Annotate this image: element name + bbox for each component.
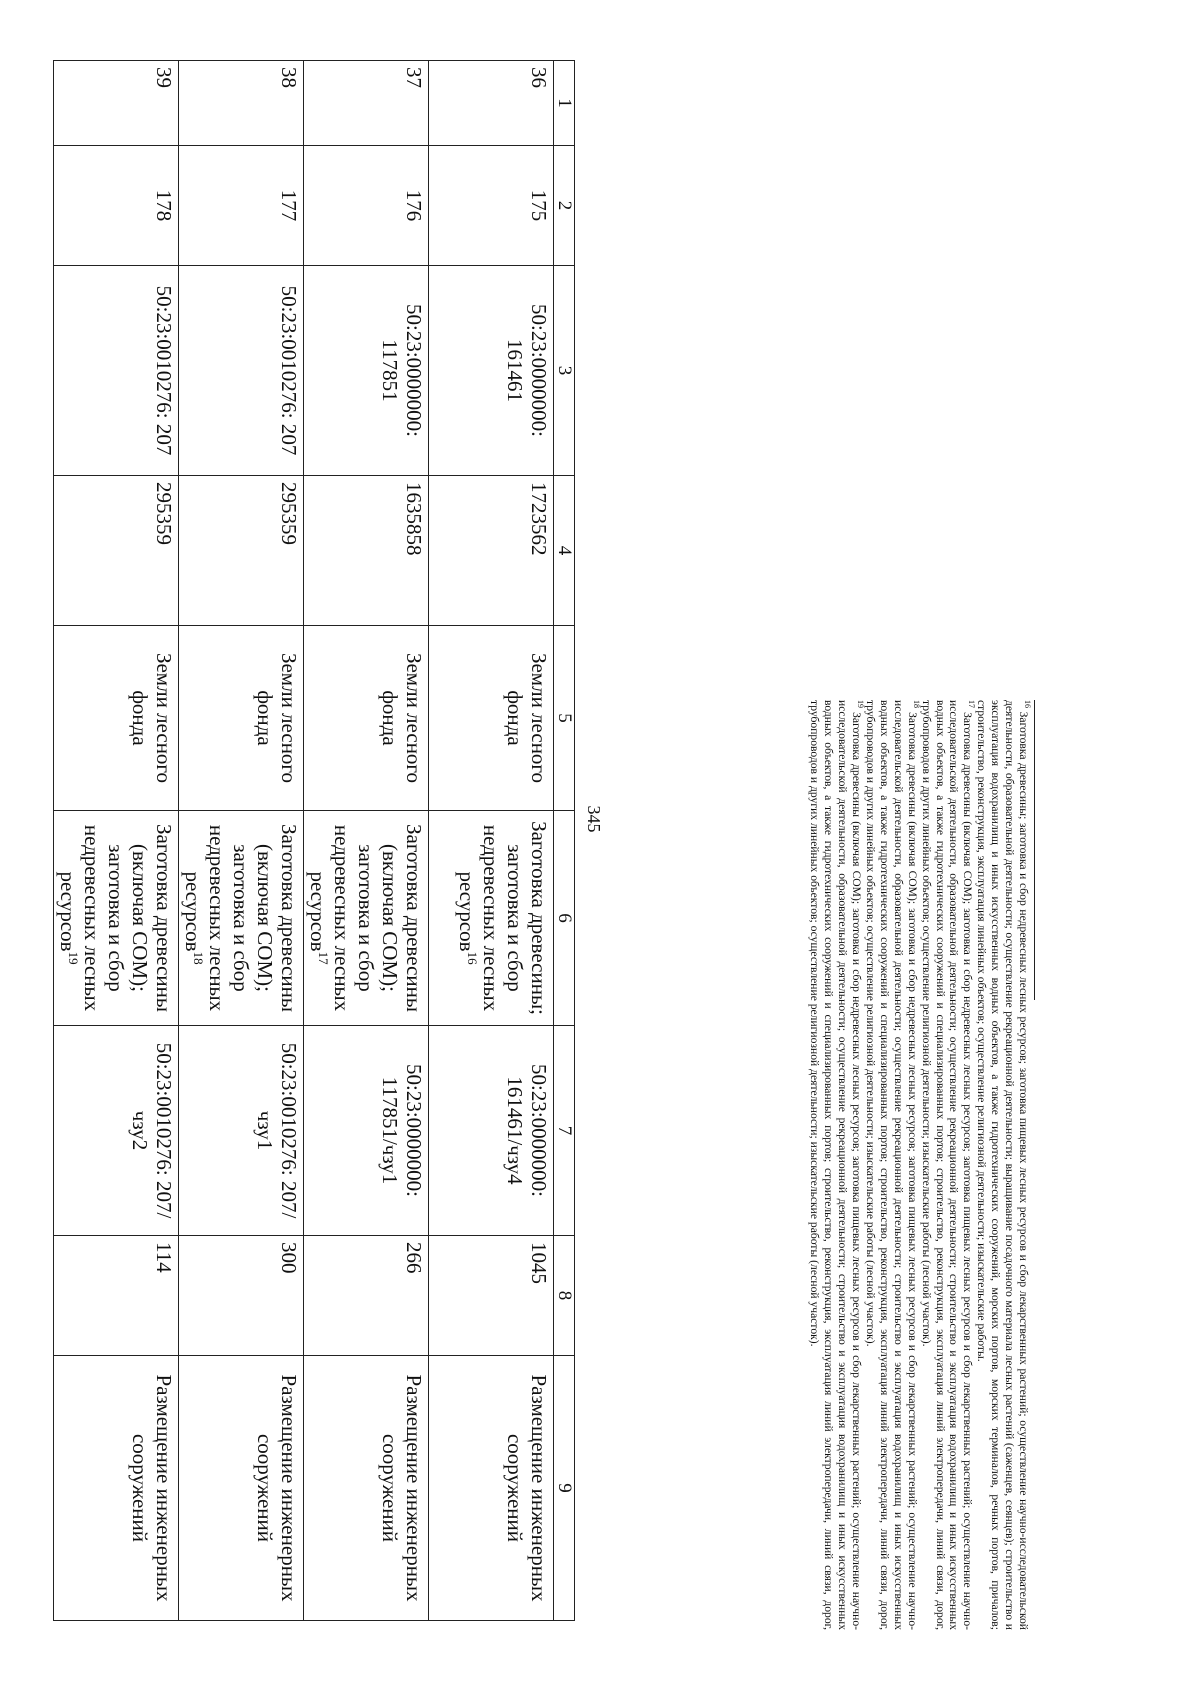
land-category: Земли лесного фонда xyxy=(429,626,554,811)
footnote-16 xyxy=(974,700,1030,1630)
header-col-1: 1 xyxy=(554,61,575,146)
page-number: 345 xyxy=(584,805,604,833)
purpose: Размещение инженерных сооружений xyxy=(179,1356,304,1621)
footnote-marker: 19 xyxy=(855,700,865,708)
land-plots-table-wrap xyxy=(53,60,575,1620)
footnotes xyxy=(808,700,1036,1630)
cadastral-number: 50:23:0010276: 207 xyxy=(54,266,179,476)
plot-number: 176 xyxy=(304,146,429,266)
permitted-use-text: Заготовка древесины (включая СОМ); заготовка и сбор недревесных лесных ресурсов xyxy=(306,824,426,1012)
footnote-marker: 18 xyxy=(911,700,921,708)
plot-number: 177 xyxy=(179,146,304,266)
rotated-content xyxy=(45,60,1075,1640)
purpose: Размещение инженерных сооружений xyxy=(54,1356,179,1621)
footnote-ref: 18 xyxy=(191,951,206,965)
table-row xyxy=(54,61,179,1621)
header-col-9: 9 xyxy=(554,1356,575,1621)
part-area: 266 xyxy=(304,1236,429,1356)
row-number: 36 xyxy=(429,61,554,146)
footnote-text: Заготовка древесины; заготовка и сбор недревесных лесных ресурсов; заготовка пищевых лесных ресурсов и сбор лекарственных растений; осуществление научно-исследовательской деятельности, образовательной деятельности; осуществление рекреационной деятельности; выращивание посадочного материала лесных растений (саженцев, сеянцев); строительство и эксплуатация водохранилищ и иных искусственных водных объектов, а также гидротехнических сооружений, морских портов, морских терминалов, речных портов, причалов; строительство, реконструкция, эксплуатация линейных объектов; осуществление религиозной деятельности; изыскательские работы. xyxy=(975,700,1030,1630)
plot-area: 1635858 xyxy=(304,476,429,626)
footnote-marker: 17 xyxy=(967,700,977,708)
cadastral-number: 50:23:0010276: 207 xyxy=(179,266,304,476)
header-col-3: 3 xyxy=(554,266,575,476)
header-col-5: 5 xyxy=(554,626,575,811)
permitted-use-text: Заготовка древесины; заготовка и сбор недревесных лесных ресурсов xyxy=(455,821,551,1015)
footnote-text: Заготовка древесины (включая СОМ); заготовка и сбор недревесных лесных ресурсов; заготовка пищевых лесных ресурсов и сбор лекарственных растений; осуществление научно-исследовательской деятельности, образовательной деятельности; осуществление рекреационной деятельности; строительство и эксплуатация водохранилищ и иных искусственных водных объектов, а также гидротехнических сооружений и специализированных портов; строительство, реконструкция, эксплуатация линий электропередачи, линий связи, дорог, трубопроводов и других линейных объектов; осуществление религиозной деятельности; изыскательские работы (лесной участок). xyxy=(864,700,919,1630)
footnote-separator xyxy=(1034,700,1035,1000)
permitted-use xyxy=(304,811,429,1026)
table-row xyxy=(179,61,304,1621)
footnote-17 xyxy=(919,700,975,1630)
part-cadastral-number: 50:23:0000000: 161461/чзу4 xyxy=(429,1026,554,1236)
table-row xyxy=(429,61,554,1621)
permitted-use-text: Заготовка древесины (включая СОМ); заготовка и сбор недревесных лесных ресурсов xyxy=(181,824,301,1012)
land-category: Земли лесного фонда xyxy=(54,626,179,811)
cadastral-number: 50:23:0000000: 117851 xyxy=(304,266,429,476)
footnote-ref: 16 xyxy=(465,951,480,965)
part-cadastral-number: 50:23:0000000: 117851/чзу1 xyxy=(304,1026,429,1236)
header-col-8: 8 xyxy=(554,1236,575,1356)
footnote-marker: 16 xyxy=(1022,700,1032,708)
header-col-6: 6 xyxy=(554,811,575,1026)
permitted-use xyxy=(179,811,304,1026)
footnote-ref: 17 xyxy=(316,951,331,965)
purpose: Размещение инженерных сооружений xyxy=(304,1356,429,1621)
part-cadastral-number: 50:23:0010276: 207/чзу2 xyxy=(54,1026,179,1236)
permitted-use-text: Заготовка древесины (включая СОМ); заготовка и сбор недревесных лесных ресурсов xyxy=(56,824,176,1012)
land-plots-table xyxy=(53,60,575,1621)
row-number: 38 xyxy=(179,61,304,146)
land-category: Земли лесного фонда xyxy=(304,626,429,811)
table-row xyxy=(304,61,429,1621)
plot-number: 178 xyxy=(54,146,179,266)
header-col-2: 2 xyxy=(554,146,575,266)
header-col-7: 7 xyxy=(554,1026,575,1236)
permitted-use xyxy=(54,811,179,1026)
part-area: 1045 xyxy=(429,1236,554,1356)
plot-area: 1723562 xyxy=(429,476,554,626)
row-number: 39 xyxy=(54,61,179,146)
part-area: 300 xyxy=(179,1236,304,1356)
footnote-text: Заготовка древесины (включая СОМ); заготовка и сбор недревесных лесных ресурсов; заготовка пищевых лесных ресурсов и сбор лекарственных растений; осуществление научно-исследовательской деятельности, образовательной деятельности; осуществление рекреационной деятельности; строительство и эксплуатация водохранилищ и иных искусственных водных объектов, а также гидротехнических сооружений и специализированных портов; строительство, реконструкция, эксплуатация линий электропередачи, линий связи, дорог, трубопроводов и других линейных объектов; осуществление религиозной деятельности; изыскательские работы (лесной участок). xyxy=(919,700,975,1630)
land-category: Земли лесного фонда xyxy=(179,626,304,811)
purpose: Размещение инженерных сооружений xyxy=(429,1356,554,1621)
footnote-19 xyxy=(808,700,864,1630)
plot-number: 175 xyxy=(429,146,554,266)
table-header-row xyxy=(554,61,575,1621)
part-area: 114 xyxy=(54,1236,179,1356)
plot-area: 295359 xyxy=(54,476,179,626)
row-number: 37 xyxy=(304,61,429,146)
permitted-use xyxy=(429,811,554,1026)
header-col-4: 4 xyxy=(554,476,575,626)
footnote-ref: 19 xyxy=(66,951,81,965)
footnote-18 xyxy=(863,700,919,1630)
part-cadastral-number: 50:23:0010276: 207/чзу1 xyxy=(179,1026,304,1236)
plot-area: 295359 xyxy=(179,476,304,626)
footnote-text: Заготовка древесины (включая СОМ); заготовка и сбор недревесных лесных ресурсов; заготовка пищевых лесных ресурсов и сбор лекарственных растений; осуществление научно-исследовательской деятельности, образовательной деятельности; осуществление рекреационной деятельности; строительство и эксплуатация водохранилищ и иных искусственных водных объектов, а также гидротехнических сооружений и специализированных портов; строительство, реконструкция, эксплуатация линий электропередачи, линий связи, дорог, трубопроводов и других линейных объектов; осуществление религиозной деятельности; изыскательские работы (лесной участок). xyxy=(808,700,864,1630)
cadastral-number: 50:23:0000000: 161461 xyxy=(429,266,554,476)
